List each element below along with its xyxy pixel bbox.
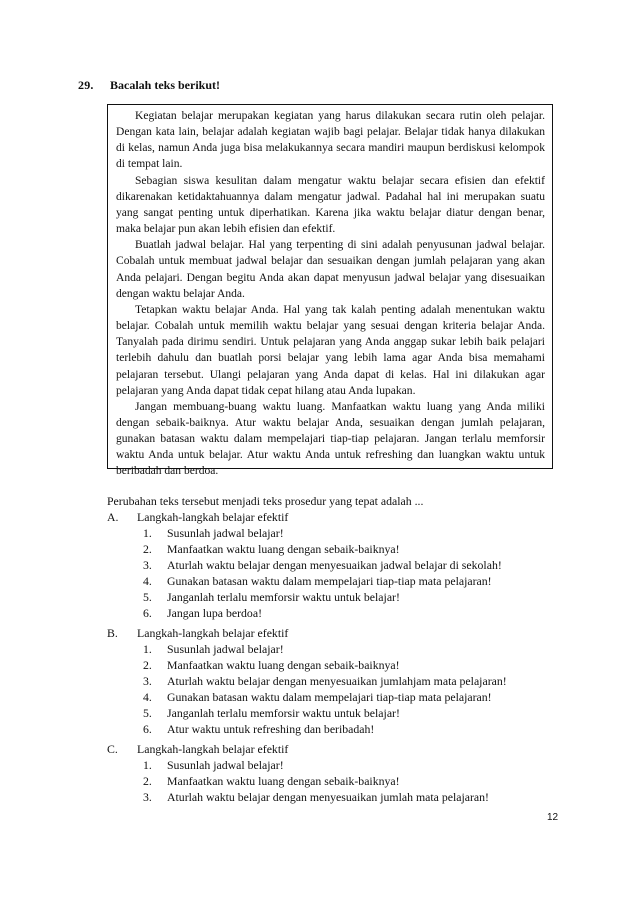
question-number: 29. [78, 78, 94, 92]
step-text: Aturlah waktu belajar dengan menyesuaikan jadwal belajar di sekolah! [167, 558, 502, 572]
option-letter: A. [107, 510, 119, 524]
step-text: Janganlah terlalu memforsir waktu untuk belajar! [167, 590, 400, 604]
step-text: Atur waktu untuk refreshing dan beribadah! [167, 722, 375, 736]
step-number: 2. [143, 542, 152, 556]
step-number: 6. [143, 722, 152, 736]
step-text: Janganlah terlalu memforsir waktu untuk belajar! [167, 706, 400, 720]
question-title: Bacalah teks berikut! [110, 78, 221, 92]
step-text: Susunlah jadwal belajar! [167, 526, 284, 540]
step-text: Manfaatkan waktu luang dengan sebaik-baiknya! [167, 542, 400, 556]
step-text: Susunlah jadwal belajar! [167, 758, 284, 772]
option-title: Langkah-langkah belajar efektif [137, 742, 289, 756]
step-number: 6. [143, 606, 152, 620]
step-number: 3. [143, 674, 152, 688]
option-title: Langkah-langkah belajar efektif [137, 510, 289, 524]
step-text: Gunakan batasan waktu dalam mempelajari tiap-tiap mata pelajaran! [167, 574, 492, 588]
step-text: Manfaatkan waktu luang dengan sebaik-baiknya! [167, 658, 400, 672]
step-text: Jangan lupa berdoa! [167, 606, 262, 620]
passage-paragraph: Buatlah jadwal belajar. Hal yang terpenting di sini adalah penyusunan jadwal belajar. Cobalah untuk membuat jadwal belajar dan sesuaikan dengan jumlah pelajaran yang akan Anda pelajari. Dengan begitu Anda akan dapat menyusun jadwal belajar yang disesuaikan dengan waktu belajar Anda. [116, 239, 545, 300]
option-letter: C. [107, 742, 118, 756]
step-number: 3. [143, 558, 152, 572]
step-number: 1. [143, 526, 152, 540]
step-text: Aturlah waktu belajar dengan menyesuaikan jumlahjam mata pelajaran! [167, 674, 507, 688]
option-letter: B. [107, 626, 118, 640]
step-text: Gunakan batasan waktu dalam mempelajari tiap-tiap mata pelajaran! [167, 690, 492, 704]
step-text: Aturlah waktu belajar dengan menyesuaikan jumlah mata pelajaran! [167, 790, 489, 804]
step-number: 2. [143, 774, 152, 788]
step-number: 4. [143, 690, 152, 704]
option-title: Langkah-langkah belajar efektif [137, 626, 289, 640]
step-number: 2. [143, 658, 152, 672]
reading-passage-box [107, 104, 553, 478]
passage-paragraph: Tetapkan waktu belajar Anda. Hal yang tak kalah penting adalah menentukan waktu belajar. Cobalah untuk memilih waktu belajar yang sesuai dengan kriteria belajar Anda. Tanyalah pada dirimu sendiri. Untuk pelajaran yang Anda anggap sukar lebih baik pelajari terlebih dahulu dan buatlah porsi belajar yang lebih lama agar Anda bisa memahami pelajaran tersebut. Ulangi pelajaran yang Anda dapat di kelas. Hal ini dilakukan agar pelajaran yang Anda dapat tidak cepat hilang atau Anda lupakan. [116, 303, 545, 397]
page-number: 12 [547, 812, 559, 823]
step-text: Susunlah jadwal belajar! [167, 642, 284, 656]
question-prompt: Perubahan teks tersebut menjadi teks prosedur yang tepat adalah ... [107, 494, 424, 508]
step-number: 3. [143, 790, 152, 804]
step-number: 1. [143, 758, 152, 772]
step-text: Manfaatkan waktu luang dengan sebaik-baiknya! [167, 774, 400, 788]
passage-paragraph: Jangan membuang-buang waktu luang. Manfaatkan waktu luang yang Anda miliki dengan sebaik-baiknya. Atur waktu belajar Anda, sesuaikan dengan jumlah pelajaran, gunakan batasan waktu dalam mempelajari tiap-tiap pelajaran. Jangan terlalu memforsir waktu Anda untuk belajar. Atur waktu Anda untuk refreshing dan luangkan waktu untuk beribadah dan berdoa. [116, 400, 545, 478]
step-number: 1. [143, 642, 152, 656]
passage-paragraph: Sebagian siswa kesulitan dalam mengatur waktu belajar secara efisien dan efektif dikarenakan ketidaktahuannya dalam mengatur jadwal. Padahal hal ini merupakan suatu yang sangat penting untuk diperhatikan. Karena jika waktu belajar diatur dengan benar, maka belajar pun akan lebih efisien dan efektif. [116, 174, 545, 236]
step-number: 4. [143, 574, 152, 588]
passage-paragraph: Kegiatan belajar merupakan kegiatan yang harus dilakukan secara rutin oleh pelajar. Dengan kata lain, belajar adalah kegiatan wajib bagi pelajar. Belajar tidak hanya dilakukan di kelas, namun Anda juga bisa melakukannya secara mandiri maupun berdiskusi kelompok di tempat lain. [116, 110, 545, 171]
step-number: 5. [143, 706, 152, 720]
step-number: 5. [143, 590, 152, 604]
